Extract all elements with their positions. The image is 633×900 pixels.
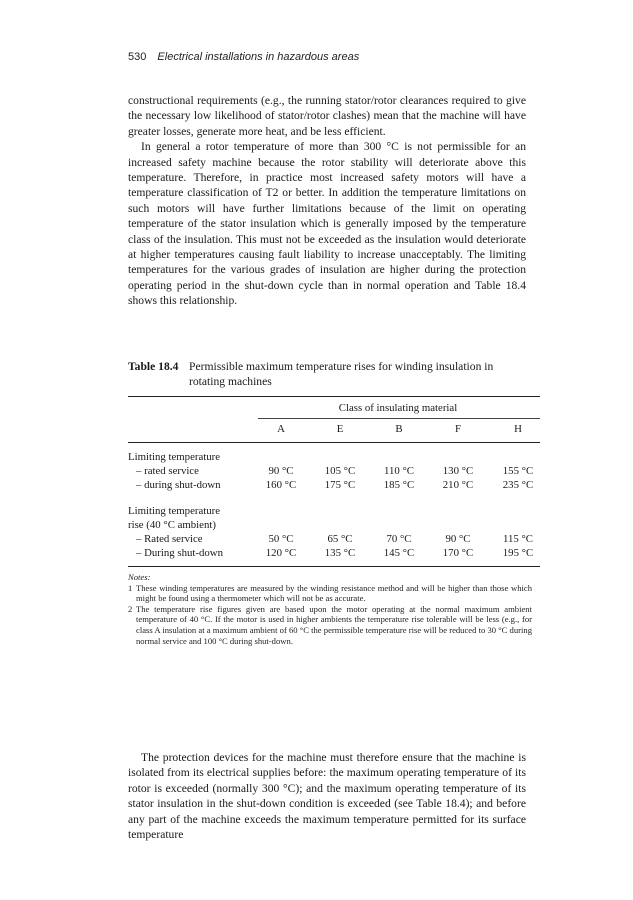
table-cell: 110 °C <box>383 465 414 477</box>
table-cell: 105 °C <box>324 465 356 477</box>
column-header-class-f: F <box>454 423 461 435</box>
table-cell: 145 °C <box>383 547 415 559</box>
paragraph: In general a rotor temperature of more than 300 °C is not permissible for an increased safety machine because the rotor stability will deteriorate above this temperature. Therefore, in practice most increased safety motors will have a temperature classification of T2 or better. In addition the temperature limitations on such motors will have further limitations because of the limit on operating temperature of the stator insulation which is generally imposed by the temperature class of the insulation. This must not be exceeded as the insulation would deteriorate at higher temperatures causing fault liability to increase unacceptably. The limiting temperatures for the various grades of insulation are higher during the protection operating period in the shut-down cycle than in normal operation and Table 18.4 shows this relationship. <box>128 140 526 308</box>
table-note <box>128 583 532 604</box>
row-label: – Rated service <box>136 533 203 545</box>
column-header-class-h: H <box>514 423 522 435</box>
table-cell: 155 °C <box>502 465 534 477</box>
notes-heading: Notes: <box>128 572 151 582</box>
row-label: – rated service <box>136 465 199 477</box>
table-cell: 135 °C <box>324 547 356 559</box>
table-notes <box>128 572 532 646</box>
table-cell: 70 °C <box>386 533 412 545</box>
table-bottom-rule <box>128 566 540 567</box>
table-caption <box>128 359 528 389</box>
table-cell: 115 °C <box>502 533 533 545</box>
table-cell: 120 °C <box>265 547 297 559</box>
section-heading: rise (40 °C ambient) <box>128 519 216 531</box>
table-cell: 130 °C <box>442 465 474 477</box>
paragraph: The protection devices for the machine must therefore ensure that the machine is isolated from its electrical supplies before: the maximum operating temperature of its rotor is exceeded (normally 300 °C); and the maximum operating temperature of its stator insulation in the shut-down condition is exceeded (see Table 18.4); and before any part of the machine exceeds the maximum temperature permitted for its surface temperature <box>128 751 526 842</box>
table-cell: 175 °C <box>324 479 356 491</box>
section-heading: Limiting temperature <box>128 505 221 517</box>
table-cell: 210 °C <box>442 479 474 491</box>
note-text: These winding temperatures are measured by the winding resistance method and will be higher than those which might be found using a thermometer which will not be as accurate. <box>136 582 532 604</box>
table-group-header: Class of insulating material <box>338 402 458 414</box>
table-note <box>128 604 532 646</box>
column-header-class-b: B <box>395 423 403 435</box>
table-caption-text: Permissible maximum temperature rises for winding insulation in rotating machines <box>189 360 494 388</box>
table-cell: 90 °C <box>445 533 471 545</box>
running-title: Electrical installations in hazardous areas <box>157 51 360 63</box>
table-cell: 185 °C <box>383 479 415 491</box>
table-cell: 160 °C <box>265 479 297 491</box>
section-heading: Limiting temperature <box>128 451 221 463</box>
column-header-class-e: E <box>336 423 344 435</box>
table-cell: 195 °C <box>502 547 534 559</box>
paragraph: constructional requirements (e.g., the running stator/rotor clearances required to give the necessary low likelihood of stator/rotor clashes) mean that the machine will have greater losses, generate more heat, and be less efficient. <box>128 94 526 138</box>
group-header-rule <box>258 418 540 419</box>
table-header-rule <box>128 442 540 443</box>
table-cell: 90 °C <box>268 465 294 477</box>
table-top-rule <box>128 396 540 397</box>
row-label: – During shut-down <box>136 547 223 559</box>
column-header-class-a: A <box>277 423 285 435</box>
intro-text <box>128 93 526 309</box>
table-cell: 65 °C <box>327 533 353 545</box>
note-number: 1 <box>128 582 133 593</box>
table-label: Table 18.4 <box>128 360 179 373</box>
note-text: The temperature rise figures given are based upon the motor operating at the normal maximum ambient temperature of 40 °C. If the motor is used in higher ambients the temperature rise tolerable will be less (e.g., for class A insulation at a maximum ambient of 60 °C the permissible temperature rise will be reduced to 30 °C during normal service and 100 °C during shut-down. <box>136 603 532 646</box>
note-number: 2 <box>128 603 133 614</box>
table-cell: 235 °C <box>502 479 534 491</box>
closing-text <box>128 750 526 842</box>
table-cell: 170 °C <box>442 547 474 559</box>
running-head <box>128 51 359 63</box>
row-label: – during shut-down <box>136 479 221 491</box>
table-cell: 50 °C <box>268 533 294 545</box>
page-number: 530 <box>128 51 147 63</box>
